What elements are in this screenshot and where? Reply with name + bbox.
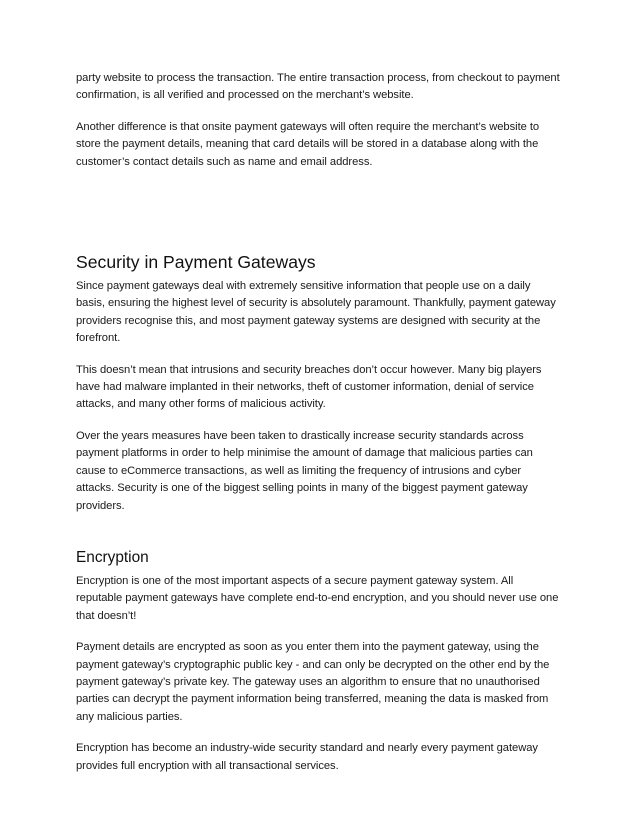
- security-heading: Security in Payment Gateways: [76, 252, 316, 273]
- document-page: [76, 70, 562, 775]
- encryption-paragraph-1: Encryption is one of the most important aspects of a secure payment gateway system. All reputable payment gateways have complete end-to-end encryption, and you should never use one that doesn’t!: [76, 574, 559, 622]
- security-paragraph-3: Over the years measures have been taken to drastically increase security standards across payment platforms in order to help minimise the amount of damage that malicious parties can cause to eCommerce transactions, as well as limiting the frequency of intrusions and cyber attacks. Security is one of the biggest selling points in many of the biggest payment gateway providers.: [76, 429, 533, 512]
- intro-paragraph-2: Another difference is that onsite payment gateways will often require the merchant’s website to store the payment details, meaning that card details will be stored in a database along with the customer’s contact details such as name and email address.: [76, 120, 540, 168]
- security-paragraph-2: This doesn’t mean that intrusions and security breaches don’t occur however. Many big players have had malware implanted in their networks, theft of customer information, denial of service attacks, and many other forms of malicious activity.: [76, 363, 542, 411]
- intro-paragraph-1: party website to process the transaction. The entire transaction process, from checkout to payment confirmation, is all verified and processed on the merchant’s website.: [76, 72, 560, 102]
- security-paragraph-1: Since payment gateways deal with extremely sensitive information that people use on a daily basis, ensuring the highest level of security is absolutely paramount. Thankfully, payment gateway providers recognise this, and most payment gateway systems are designed with security at the forefront.: [76, 280, 556, 345]
- encryption-paragraph-3: Encryption has become an industry-wide security standard and nearly every payment gateway provides full encryption with all transactional services.: [76, 742, 538, 772]
- encryption-paragraph-2: Payment details are encrypted as soon as you enter them into the payment gateway, using the payment gateway’s cryptographic public key - and can only be decrypted on the other end by the payment gateway’s private key. The gateway uses an algorithm to ensure that no unauthorised parties can decrypt the payment information being transferred, meaning the data is masked from any malicious parties.: [76, 641, 550, 723]
- encryption-heading: Encryption: [76, 548, 149, 566]
